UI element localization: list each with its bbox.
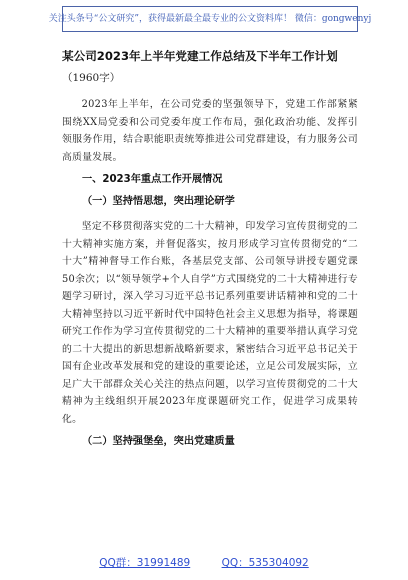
promo-banner [48,6,372,32]
contact-footer [0,556,408,570]
promo-banner-text: 关注头条号“公文研究”，获得最新最全最专业的公文资料库！ 微信：gongwenyj [48,13,372,24]
subsection-heading-1: （一）坚持悟思想，突出理论研学 [82,196,235,207]
intro-paragraph: 2023年上半年，在公司党委的坚强领导下，党建工作部紧紧围绕XX局党委和公司党委年度工作布局，强化政治功能、发挥引领服务作用，结合职能职责统筹推进公司党群建设，有力服务公司高质量发展。 [62,99,358,163]
document-page [62,48,358,450]
document-title: 某公司2023年上半年党建工作总结及下半年工作计划 [62,49,338,63]
section-heading: 一、2023年重点工作开展情况 [82,174,223,185]
word-count: （1960字） [62,72,121,84]
subsection-1-paragraph: 坚定不移贯彻落实党的二十大精神，印发学习宣传贯彻党的二十大精神实施方案，并督促落实，按月形成学习宣传贯彻党的“二十大”精神督导工作台账，各基层党支部、公司领导讲授专题党课50余次；以“领导领学+个人自学”方式围绕党的二十大精神进行专题学习研讨，深入学习习近平总书记系列重要讲话精神和党的二十大精神坚持以习近平新时代中国特色社会主义思想为指导，将课题研究工作作为学习宣传贯彻党的二十大精神的重要举措认真学习党的二十大提出的新思想新战略新要求，紧密结合习近平总书记关于国有企业改革发展和党的建设的重要论述，立足公司发展实际，立足广大干部群众关心关注的热点问题，以学习宣传贯彻党的二十大精神为主线组织开展2023年度课题研究工作，促进学习成果转化。 [62,221,358,425]
qq-group-link[interactable]: QQ群：31991489 [99,557,191,569]
subsection-heading-2: （二）坚持强堡垒，突出党建质量 [82,436,235,447]
qq-contact-link[interactable]: QQ：535304092 [221,557,309,569]
